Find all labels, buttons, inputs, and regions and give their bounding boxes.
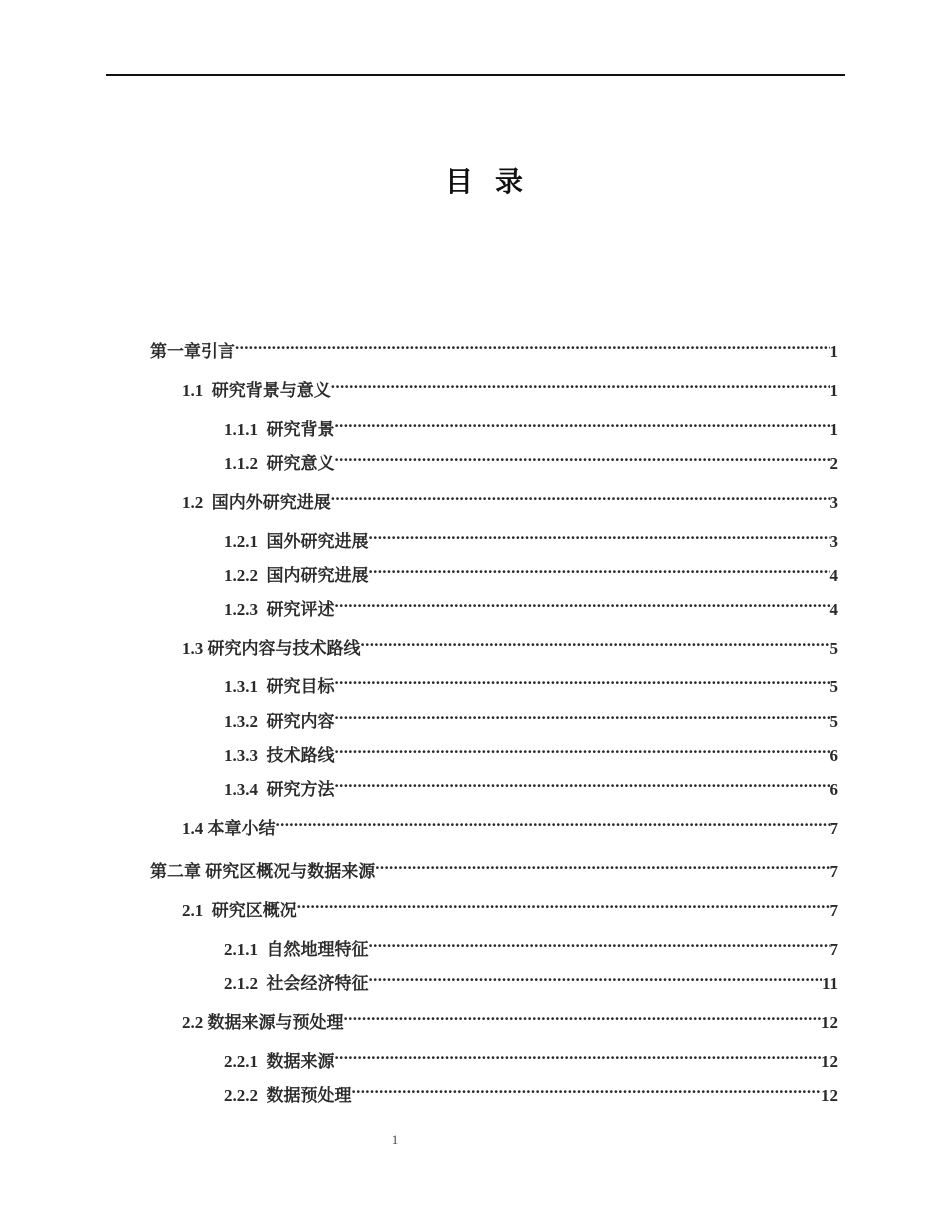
toc-entry-number: 1.1 [182,381,212,400]
toc-entry[interactable] [224,1041,838,1071]
toc-entry-page-number: 11 [821,974,838,993]
toc-dot-leader [369,521,830,547]
toc-entry[interactable] [224,666,838,696]
toc-dot-leader [369,929,830,955]
toc-entry-title: 研究背景 [266,420,335,439]
toc-entry-page-number: 12 [821,1013,838,1032]
toc-entry-title: 研究目标 [266,677,335,696]
toc-entry[interactable] [150,331,838,361]
toc-entry-number: 2.1 [182,901,212,920]
toc-entry-number: 1.2 [182,493,212,512]
toc-entry-title: 第一章引言 [150,342,235,361]
toc-entry-title: 研究内容与技术路线 [207,639,361,658]
toc-dot-leader [335,735,830,761]
toc-entry-title: 研究方法 [266,780,335,799]
toc-dot-leader [369,555,830,581]
toc-entry-number: 2.2.1 [224,1052,267,1071]
toc-entry-page-number: 2 [829,454,838,473]
toc-entry-page-number: 1 [829,342,838,361]
toc-dot-leader [235,331,830,357]
toc-dot-leader [335,1041,822,1067]
toc-entry-number: 2.1.2 [224,974,267,993]
toc-entry[interactable] [224,555,838,585]
toc-entry-page-number: 5 [829,639,838,658]
toc-entry[interactable] [224,521,838,551]
toc-dot-leader [375,851,829,877]
toc-entry[interactable] [224,701,838,731]
toc-entry-title: 技术路线 [266,746,335,765]
toc-entry-number: 1.3.4 [224,780,267,799]
toc-entry-page-number: 12 [821,1052,838,1071]
toc-entry-number: 1.1.2 [224,454,267,473]
toc-entry-page-number: 12 [821,1086,838,1105]
toc-entry[interactable] [224,409,838,439]
toc-entry-page-number: 5 [829,712,838,731]
toc-entry[interactable] [182,1002,838,1032]
page-number: 1 [391,1132,399,1147]
toc-entry[interactable] [224,735,838,765]
toc-entry[interactable] [224,769,838,799]
toc-entry[interactable] [224,443,838,473]
toc-entry-page-number: 7 [829,901,838,920]
toc-entry-page-number: 1 [829,420,838,439]
toc-entry-title: 研究区概况 [211,901,297,920]
toc-entry[interactable] [182,808,838,838]
toc-entry-title: 自然地理特征 [266,940,369,959]
toc-entry-title: 研究内容 [266,712,335,731]
toc-entry-number: 1.3 [182,639,208,658]
toc-entry-number: 1.2.2 [224,566,267,585]
toc-entry-number: 1.3.1 [224,677,267,696]
toc-entry-page-number: 6 [829,780,838,799]
toc-entry-title: 国外研究进展 [266,532,369,551]
toc-entry-number: 1.4 [182,819,208,838]
toc-dot-leader [276,808,830,834]
toc-entry-number: 1.3.2 [224,712,267,731]
toc-dot-leader [335,443,830,469]
toc-dot-leader [331,370,830,396]
toc-entry-page-number: 3 [829,532,838,551]
toc-entry-title: 本章小结 [207,819,276,838]
toc-entry-page-number: 5 [829,677,838,696]
toc-dot-leader [335,701,830,727]
toc-entry-number: 1.3.3 [224,746,267,765]
toc-dot-leader [352,1075,822,1101]
toc-entry-number: 1.2.1 [224,532,267,551]
toc-entry[interactable] [182,370,838,400]
toc-entry-page-number: 7 [829,819,838,838]
toc-dot-leader [335,589,830,615]
toc-dot-leader [335,666,830,692]
toc-entry[interactable] [224,963,838,993]
toc-entry[interactable] [224,1075,838,1105]
toc-entry[interactable] [150,851,838,881]
toc-entry-title: 国内外研究进展 [211,493,331,512]
toc-entry-page-number: 7 [829,940,838,959]
toc-dot-leader [297,890,830,916]
toc-entry-page-number: 4 [829,600,838,619]
toc-dot-leader [369,963,822,989]
toc-entry[interactable] [224,589,838,619]
toc-entry-page-number: 1 [829,381,838,400]
toc-entry-title: 数据来源 [266,1052,335,1071]
toc-entry-title: 研究意义 [266,454,335,473]
toc-entry[interactable] [224,929,838,959]
toc-entry-page-number: 6 [829,746,838,765]
toc-entry-title: 社会经济特征 [266,974,369,993]
toc-entry-page-number: 4 [829,566,838,585]
toc-entry[interactable] [182,482,838,512]
toc-entry[interactable] [182,628,838,658]
toc-entry-title: 研究背景与意义 [211,381,331,400]
toc-entry-number: 1.1.1 [224,420,267,439]
toc-dot-leader [344,1002,822,1028]
toc-entry-title: 数据来源与预处理 [207,1013,344,1032]
toc-dot-leader [335,769,830,795]
toc-entry-page-number: 7 [829,862,838,881]
toc-entry-number: 2.2 [182,1013,208,1032]
toc-entry-number: 2.1.1 [224,940,267,959]
toc-entry-title: 第二章 研究区概况与数据来源 [150,862,376,881]
page-title: 目录 [444,165,545,198]
toc-entry[interactable] [182,890,838,920]
toc-dot-leader [331,482,830,508]
toc-entry-number: 2.2.2 [224,1086,267,1105]
toc-entry-number: 1.2.3 [224,600,267,619]
toc-entry-title: 国内研究进展 [266,566,369,585]
toc-entry-title: 数据预处理 [266,1086,352,1105]
toc-dot-leader [335,409,830,435]
toc-entry-title: 研究评述 [266,600,335,619]
toc-entry-page-number: 3 [829,493,838,512]
toc-dot-leader [361,628,830,654]
